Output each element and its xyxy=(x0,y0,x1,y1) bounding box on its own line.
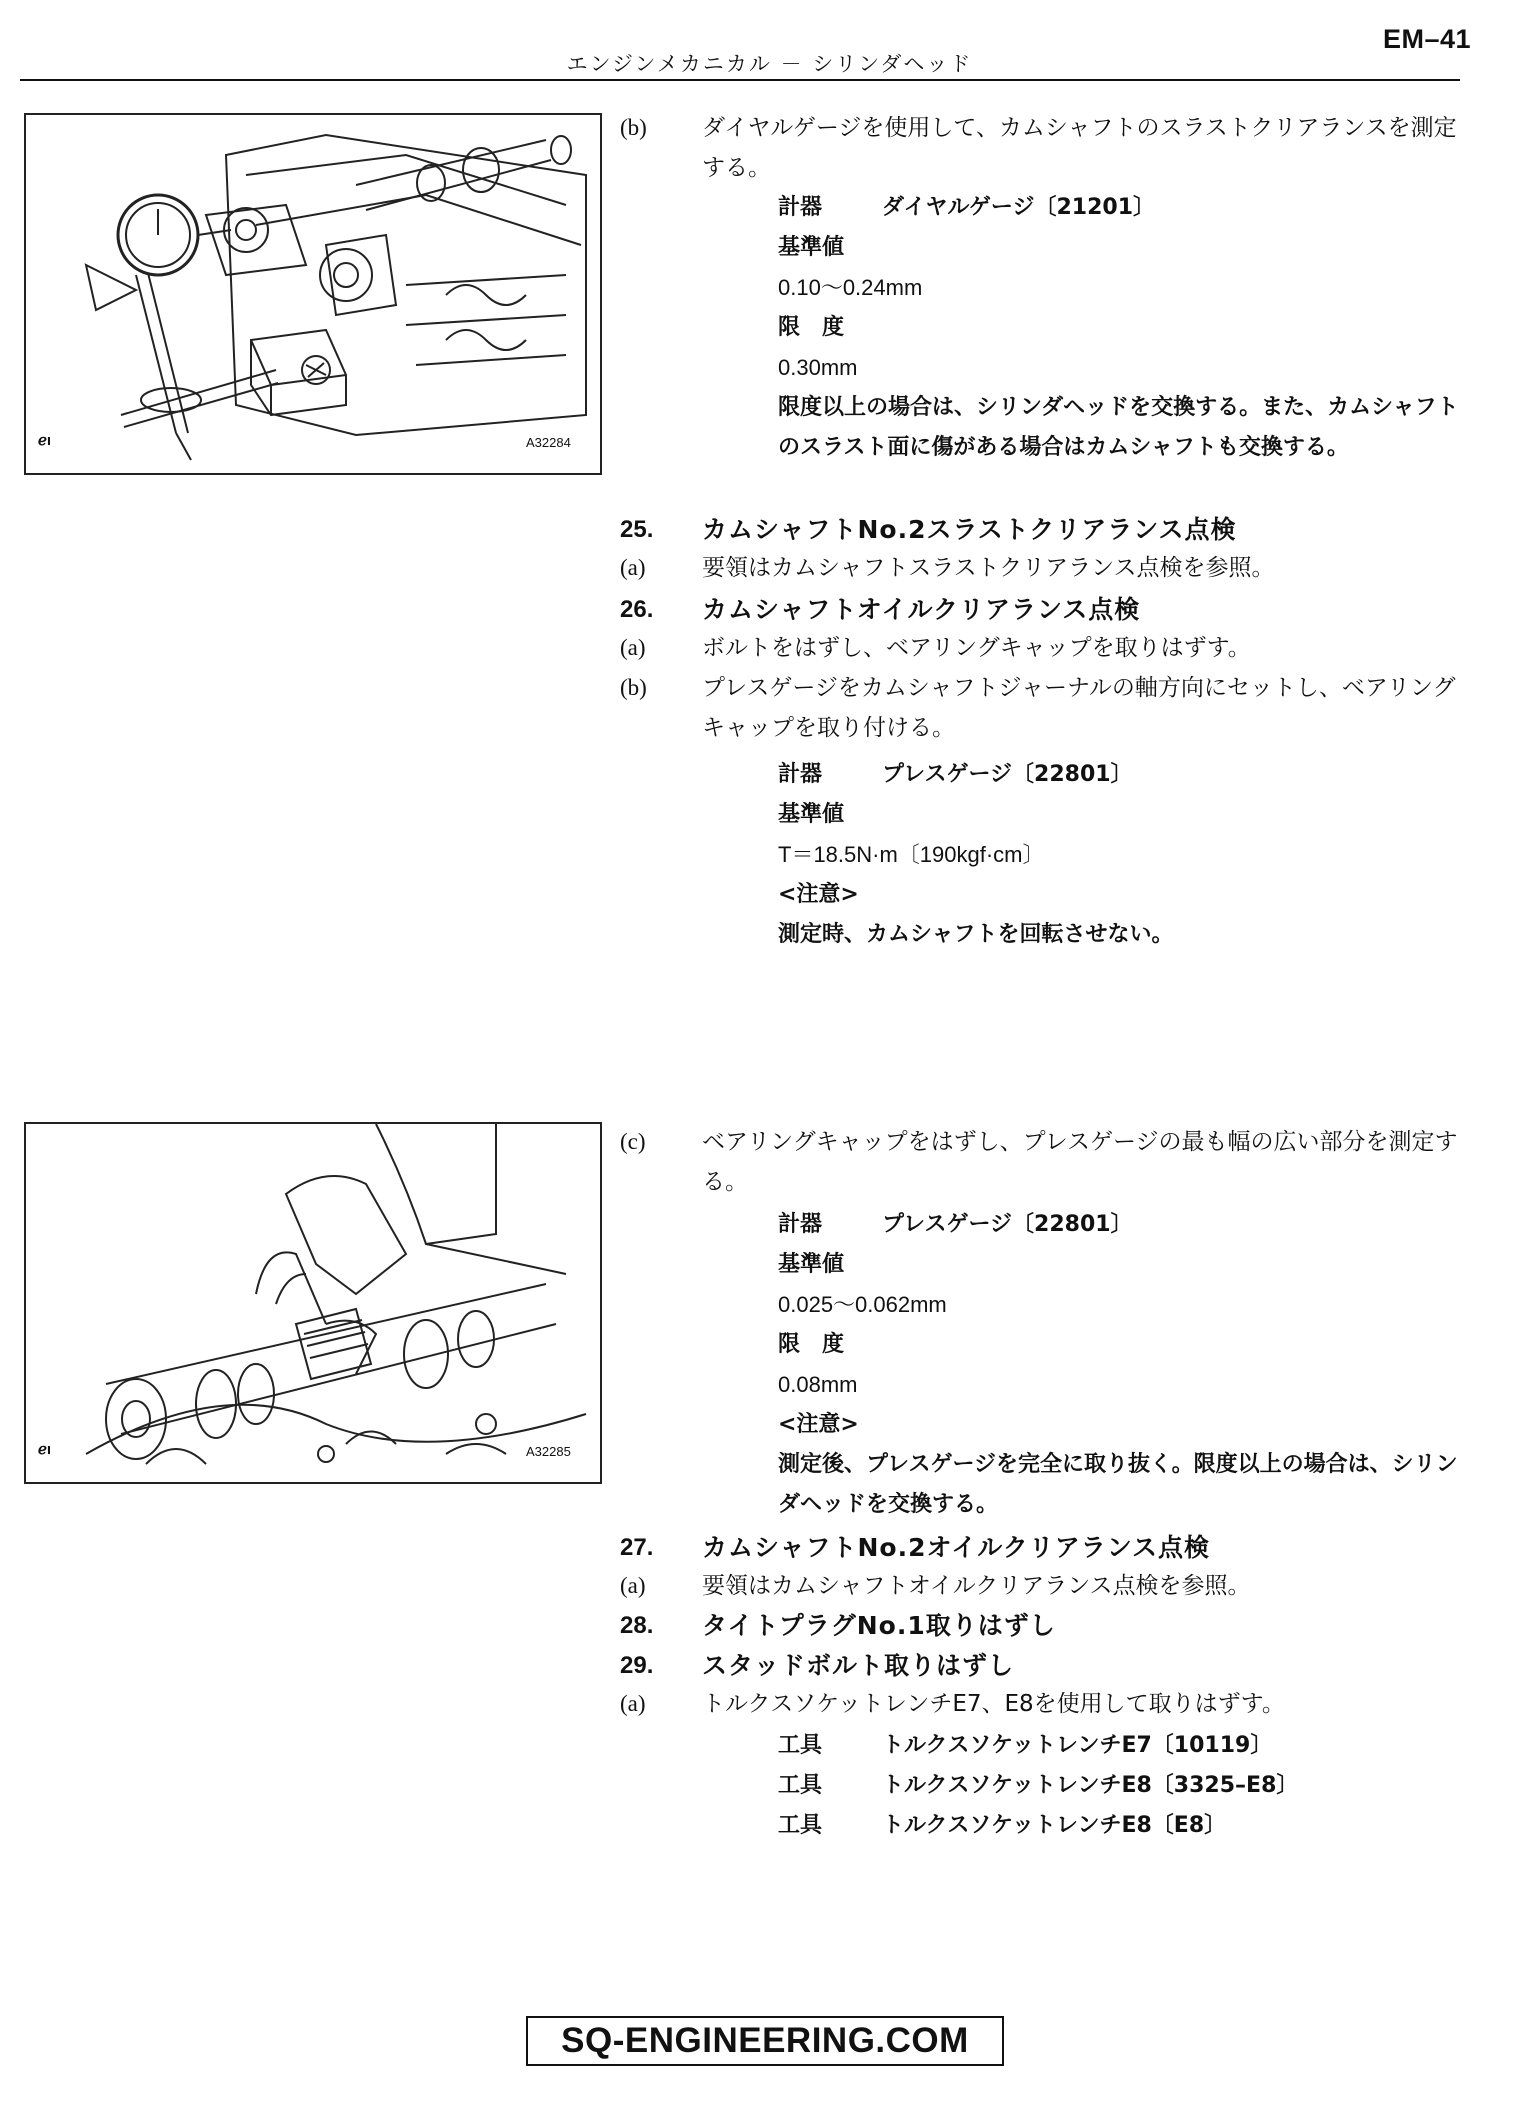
spec-value: プレスゲージ〔22801〕 xyxy=(882,1212,1133,1237)
step-number: 28. xyxy=(620,1612,654,1639)
figure-mark: ℯı xyxy=(38,432,52,449)
limit-label: 限 度 xyxy=(778,315,845,340)
figure-code: A32285 xyxy=(526,1444,571,1459)
spec-value: プレスゲージ〔22801〕 xyxy=(882,762,1133,787)
figure-mark: ℯı xyxy=(38,1441,52,1458)
std-value: 0.10～0.24mm xyxy=(778,275,923,300)
step-text: 要領はカムシャフトスラストクリアランス点検を参照。 xyxy=(702,555,1275,581)
caution-text: 測定時、カムシャフトを回転させない。 xyxy=(778,922,1174,947)
step-number: 26. xyxy=(620,596,654,623)
step-marker: (a) xyxy=(620,555,646,580)
limit-note: 限度以上の場合は、シリンダヘッドを交換する。また、カムシャフトのスラスト面に傷がある場合はカムシャフトも交換する。 xyxy=(778,395,1459,460)
caution-label: <注意> xyxy=(778,882,859,907)
figure-press-gauge-measure xyxy=(24,1122,602,1484)
spec-value: ダイヤルゲージ〔21201〕 xyxy=(882,195,1155,220)
step-title: カムシャフトオイルクリアランス点検 xyxy=(702,595,1141,624)
tool-value: トルクスソケットレンチE7〔10119〕 xyxy=(882,1733,1273,1758)
figure-dial-gauge-camshaft xyxy=(24,113,602,475)
spec-tool xyxy=(778,188,1155,228)
step-marker: (c) xyxy=(620,1129,646,1154)
step-marker: (a) xyxy=(620,1573,646,1598)
step-title: タイトプラグNo.1取りはずし xyxy=(702,1611,1056,1640)
step-marker: (b) xyxy=(620,115,647,140)
tool-value: トルクスソケットレンチE8〔3325–E8〕 xyxy=(882,1773,1299,1798)
tool-item xyxy=(778,1806,1226,1846)
figure-code: A32284 xyxy=(526,435,571,450)
step-marker: (a) xyxy=(620,1691,646,1716)
spec-tool xyxy=(778,755,1133,795)
tool-value: トルクスソケットレンチE8〔E8〕 xyxy=(882,1813,1227,1838)
dial-gauge-illustration xyxy=(26,115,600,473)
step-text: ダイヤルゲージを使用して、カムシャフトのスラストクリアランスを測定する。 xyxy=(702,115,1457,181)
limit-value: 0.08mm xyxy=(778,1372,858,1397)
spec-key: 計器 xyxy=(778,762,823,787)
step-title: スタッドボルト取りはずし xyxy=(702,1651,1015,1680)
step-marker: (b) xyxy=(620,675,647,700)
step-text: ベアリングキャップをはずし、プレスゲージの最も幅の広い部分を測定する。 xyxy=(702,1129,1458,1195)
tool-key: 工具 xyxy=(778,1813,823,1838)
spec-key: 計器 xyxy=(778,195,823,220)
std-value: T＝18.5N·m〔190kgf·cm〕 xyxy=(778,842,1045,867)
footer-watermark: SQ-ENGINEERING.COM xyxy=(526,2016,1004,2066)
header-rule xyxy=(20,79,1460,81)
spec-tool xyxy=(778,1205,1133,1245)
tool-key: 工具 xyxy=(778,1733,823,1758)
step-title: カムシャフトNo.2スラストクリアランス点検 xyxy=(702,515,1237,544)
caution-text: 測定後、プレスゲージを完全に取り抜く。限度以上の場合は、シリンダヘッドを交換する。 xyxy=(778,1452,1458,1517)
step-number: 27. xyxy=(620,1534,654,1561)
std-label: 基準値 xyxy=(778,1252,845,1277)
step-text: ボルトをはずし、ベアリングキャップを取りはずす。 xyxy=(702,635,1251,661)
limit-label: 限 度 xyxy=(778,1332,845,1357)
caution-label: <注意> xyxy=(778,1412,859,1437)
tool-item xyxy=(778,1726,1272,1766)
std-label: 基準値 xyxy=(778,235,845,260)
press-gauge-illustration xyxy=(26,1124,600,1482)
step-text: トルクスソケットレンチE7、E8を使用して取りはずす。 xyxy=(702,1691,1285,1717)
std-value: 0.025～0.062mm xyxy=(778,1292,947,1317)
step-title: カムシャフトNo.2オイルクリアランス点検 xyxy=(702,1533,1210,1562)
page-number: EM–41 xyxy=(1382,24,1471,54)
tool-item xyxy=(778,1766,1298,1806)
spec-key: 計器 xyxy=(778,1212,823,1237)
step-text: プレスゲージをカムシャフトジャーナルの軸方向にセットし、ベアリングキャップを取り付ける。 xyxy=(702,675,1456,741)
limit-value: 0.30mm xyxy=(778,355,858,380)
tool-key: 工具 xyxy=(778,1773,823,1798)
page-header-title: エンジンメカニカル － シリンダヘッド xyxy=(566,52,973,76)
step-number: 29. xyxy=(620,1652,654,1679)
step-marker: (a) xyxy=(620,635,646,660)
std-label: 基準値 xyxy=(778,802,845,827)
step-text: 要領はカムシャフトオイルクリアランス点検を参照。 xyxy=(702,1573,1251,1599)
step-number: 25. xyxy=(620,516,654,543)
